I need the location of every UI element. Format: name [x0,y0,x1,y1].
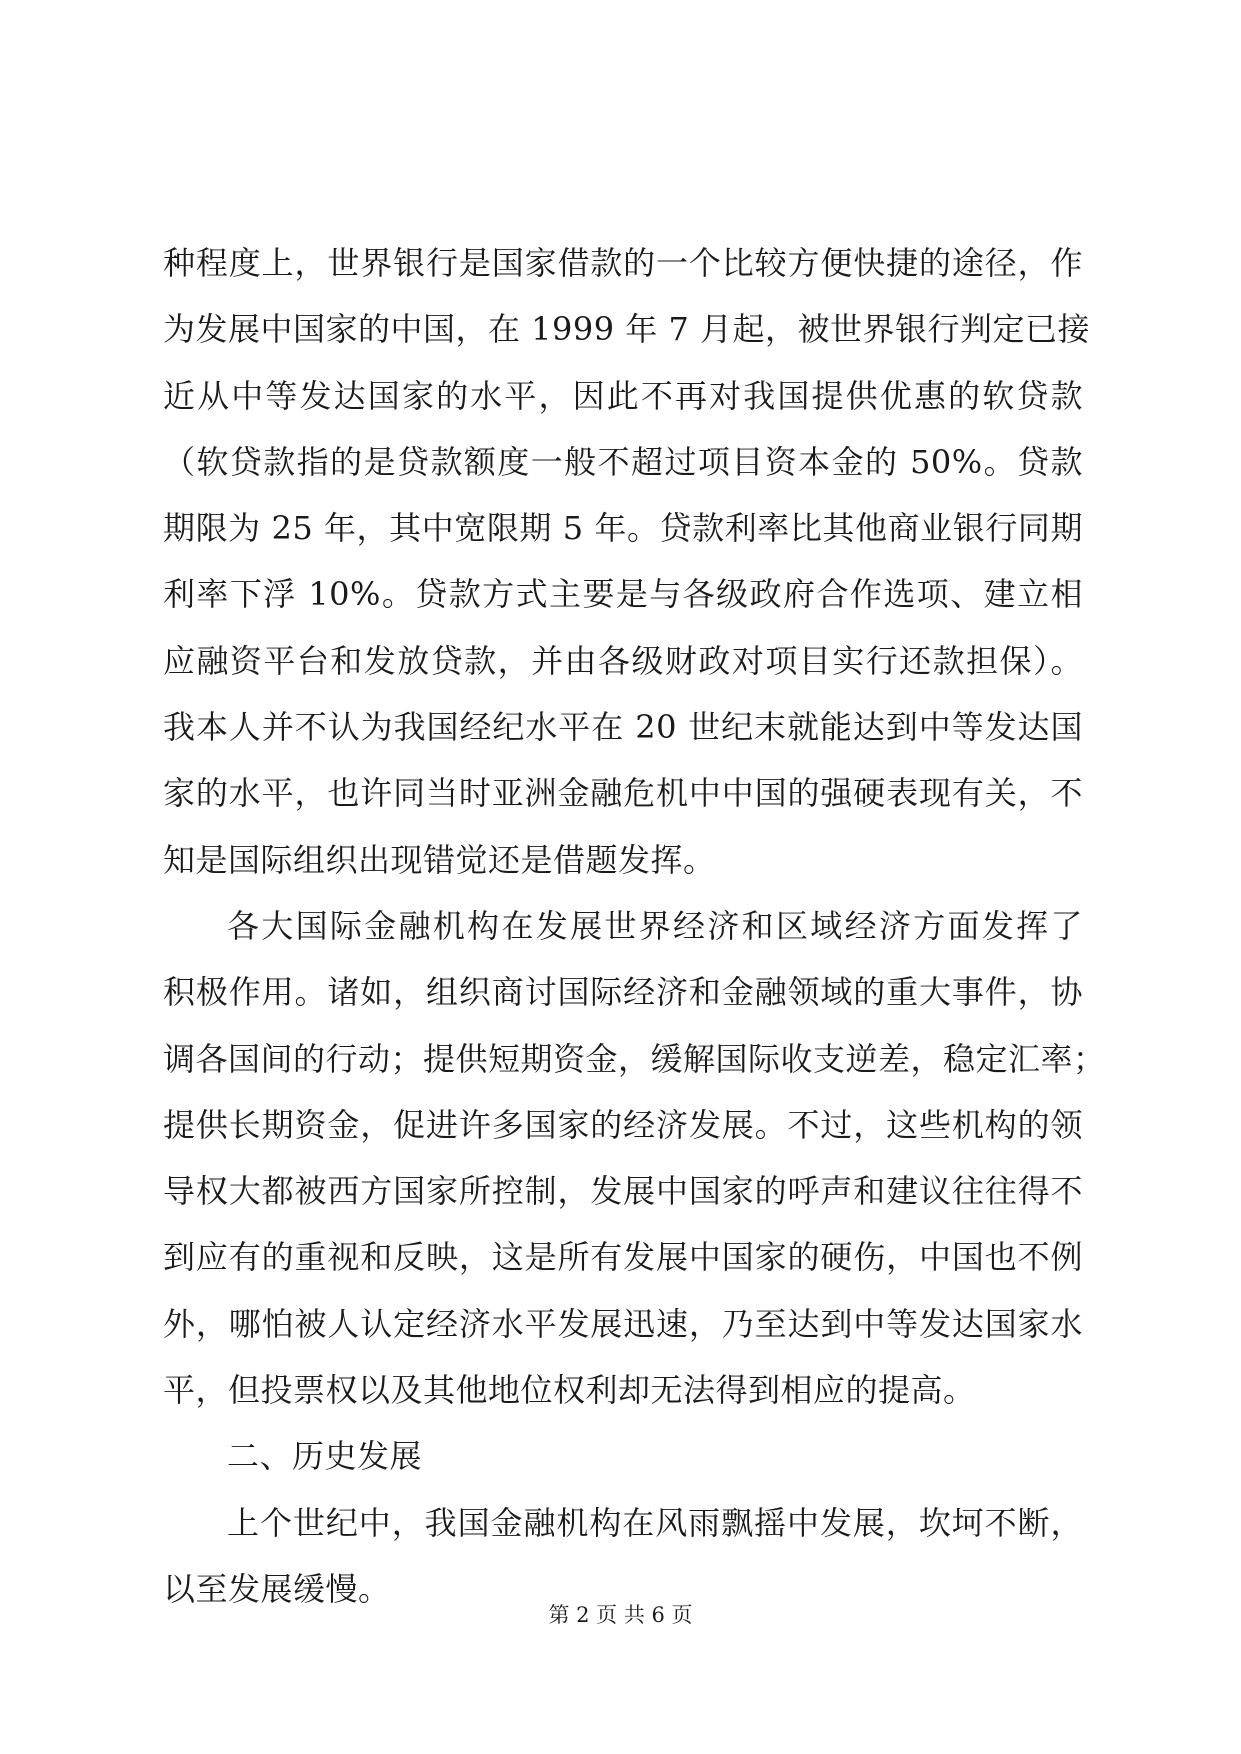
text-line: 以至发展缓慢。 [163,1569,391,1608]
text-line: 导权大都被西方国家所控制，发展中国家的呼声和建议往往得不 [163,1172,1083,1211]
text-line: 调各国间的行动；提供短期资金，缓解国际收支逆差，稳定汇率； [163,1039,1106,1078]
text-line: 种程度上，世界银行是国家借款的一个比较方便快捷的途径，作 [163,244,1083,282]
text-line: 我本人并不认为我国经纪水平在 20 世纪末就能达到中等发达国 [163,708,1083,747]
text-line: 积极作用。诸如，组织商讨国际经济和金融领域的重大事件，协 [163,973,1083,1012]
document-body [163,230,1106,1622]
text-line: （软贷款指的是贷款额度一般不超过项目资本金的 50%。贷款 [163,442,1083,481]
text-line: 为发展中国家的中国，在 1999 年 7 月起，被世界银行判定已接 [163,310,1090,349]
text-line: 应融资平台和发放贷款，并由各级财政对项目实行还款担保）。 [163,641,1083,680]
text-line: 家的水平，也许同当时亚洲金融危机中中国的强硬表现有关，不 [163,774,1083,813]
page-number-footer: 第 2 页 共 6 页 [548,1603,693,1627]
text-line: 平，但投票权以及其他地位权利却无法得到相应的提高。 [163,1371,976,1410]
text-line: 上个世纪中，我国金融机构在风雨飘摇中发展，坎坷不断， [227,1503,1083,1542]
text-line: 知是国际组织出现错觉还是借题发挥。 [163,840,716,879]
text-line: 利率下浮 10%。贷款方式主要是与各级政府合作选项、建立相 [163,575,1083,614]
text-line: 近从中等发达国家的水平，因此不再对我国提供优惠的软贷款 [163,376,1083,415]
text-line: 各大国际金融机构在发展世界经济和区域经济方面发挥了 [227,906,1083,945]
text-line: 外，哪怕被人认定经济水平发展迅速，乃至达到中等发达国家水 [163,1304,1083,1343]
text-line: 期限为 25 年，其中宽限期 5 年。贷款利率比其他商业银行同期 [163,509,1083,548]
section-heading: 二、历史发展 [227,1437,423,1476]
text-line: 到应有的重视和反映，这是所有发展中国家的硬伤，中国也不例 [163,1238,1083,1277]
text-line: 提供长期资金，促进许多国家的经济发展。不过，这些机构的领 [163,1105,1083,1144]
